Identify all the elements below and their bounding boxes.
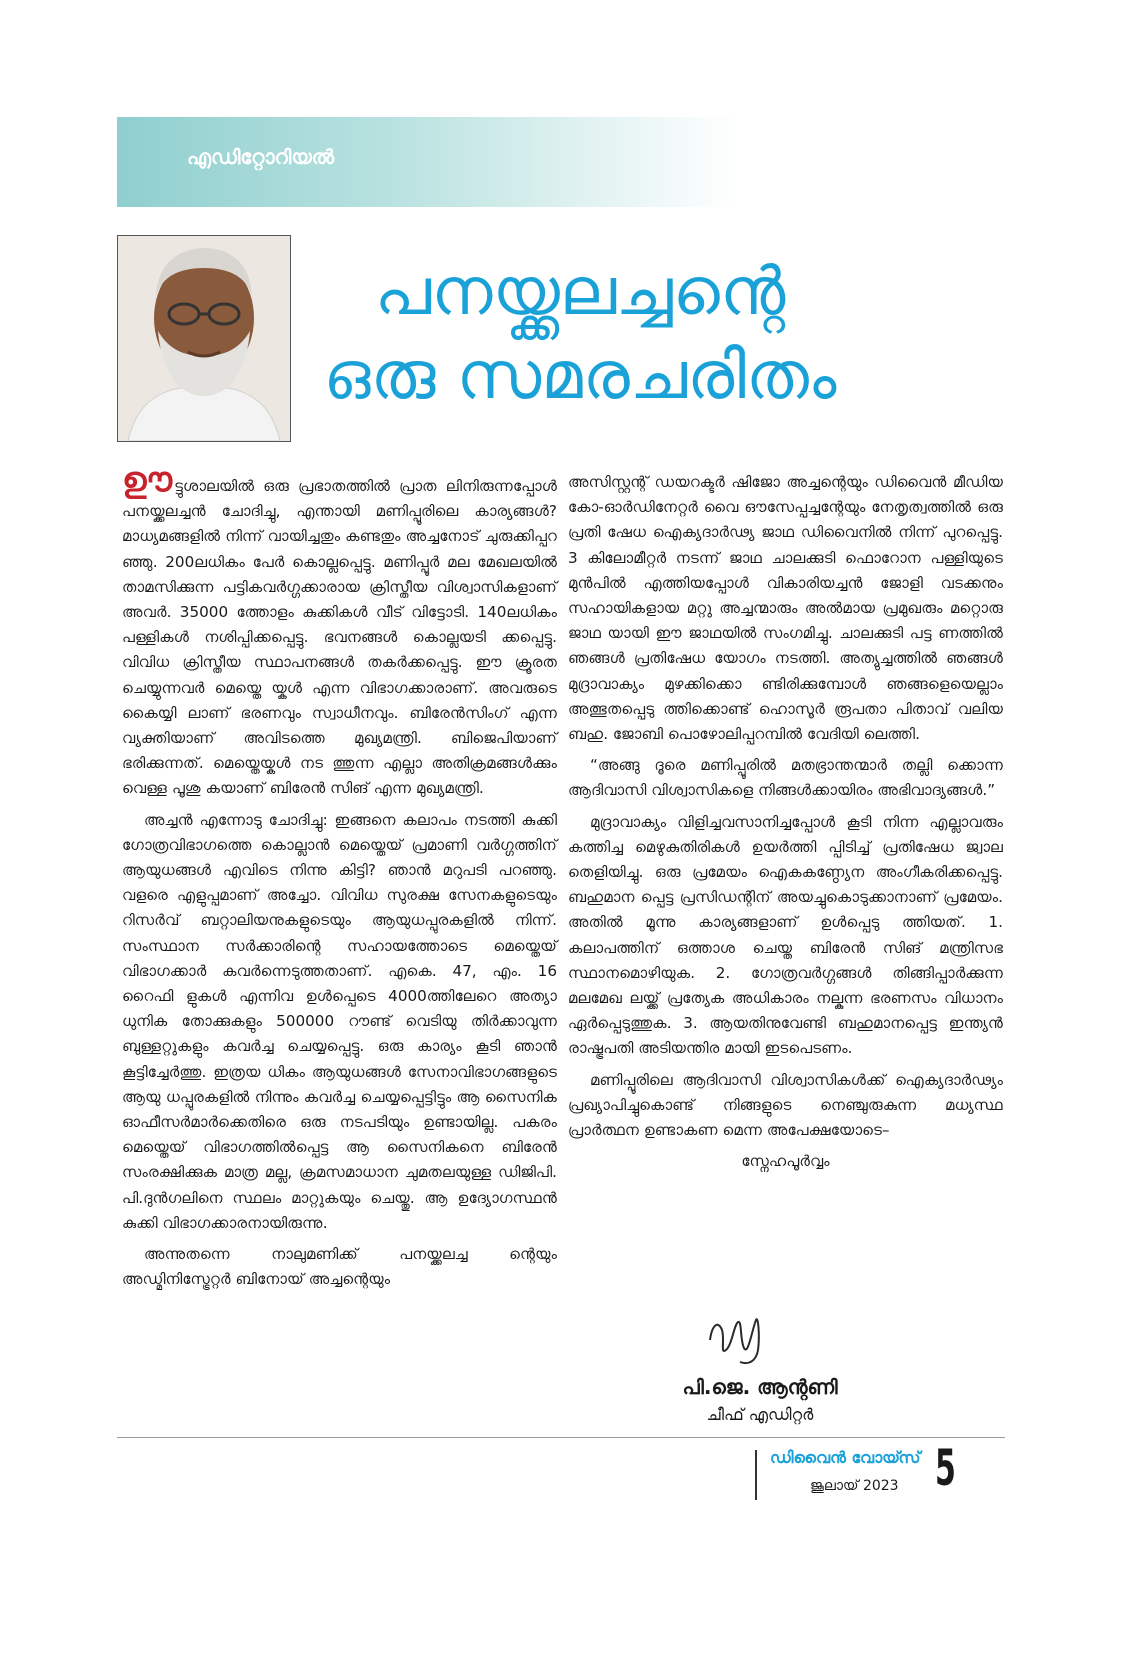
signoff: സ്നേഹപൂർവ്വം [741,1152,830,1171]
right-column [568,470,1003,1174]
editor-title: ചീഫ് എഡിറ്റർ [706,1405,814,1424]
magazine-name: ഡിവൈൻ വോയ്സ് [770,1448,921,1467]
page-number: 5 [935,1439,956,1497]
right-paragraph-1: അസിസ്റ്റന്റ് ഡയറക്ടർ ഷിജോ അച്ചന്റെയും ഡിവൈൻ മീഡിയ കോ-ഓർഡിനേറ്റർ വൈ ഔസേപ്പച്ചന്റേയും നേതൃത്വത്തിൽ ഒരു പ്രതി ഷേധ ഐക്യദാർഢ്യ ജാഥ ഡിവൈനിൽ നിന്ന് പുറപ്പെട്ടു. 3 കിലോമീറ്റർ നടന്ന് ജാഥ ചാലക്കുടി ഫൊറോന പള്ളിയുടെ മുൻപിൽ എത്തിയപ്പോൾ വികാരിയച്ചൻ ജോളി വടക്കനും സഹായികളായ മറ്റു അച്ചന്മാരും അൽമായ പ്രമുഖരും മറ്റൊരു ജാഥ യായി ഈ ജാഥയിൽ സംഗമിച്ചു. ചാലക്കുടി പട്ട ണത്തിൽ ഞങ്ങൾ പ്രതിഷേധ യോഗം നടത്തി. അത്യുച്ചത്തിൽ ഞങ്ങൾ മുദ്രാവാക്യം മുഴക്കിക്കൊ ണ്ടിരിക്കുമ്പോൾ ഞങ്ങളെയെല്ലാം അത്ഭുതപ്പെടു ത്തിക്കൊണ്ട് ഹൊസൂർ രൂപതാ പിതാവ് വലിയ ബഹു. ജോബി പൊഴോലിപ്പറമ്പിൽ വേദിയി ലെത്തി. [568,473,1003,744]
left-paragraph-2: അച്ചൻ എന്നോടു ചോദിച്ചു: ഇങ്ങനെ കലാപം നടത്തി കുക്കി ഗോത്രവിഭാഗത്തെ കൊല്ലാൻ മെയ്തെയ് പ്രമാണി വർഗ്ഗത്തിന് ആയുധങ്ങൾ എവിടെ നിന്നു കിട്ടി? ഞാൻ മറുപടി പറഞ്ഞു. വളരെ എളുപ്പമാണ് അച്ചോ. വിവിധ സുരക്ഷ സേനകളുടെയും റിസർവ് ബറ്റാലിയനുകളുടെയും ആയുധപ്പുരകളിൽ നിന്ന്. സംസ്ഥാന സർക്കാരിന്റെ സഹായത്തോടെ മെയ്തെയ് വിഭാഗക്കാർ കവർന്നെടുത്തതാണ്. എകെ. 47, എം. 16 റൈഫി ളുകൾ എന്നിവ ഉൾപ്പെടെ 4000ത്തിലേറെ അത്യാ ധുനിക തോക്കുകളും 500000 റൗണ്ട് വെടിയു തിർക്കാവുന്ന ബുള്ളറ്റുകളും കവർച്ച ചെയ്യപ്പെട്ടു. ഒരു കാര്യം കൂടി ഞാൻ കൂട്ടിച്ചേർത്തു. ഇത്രയ ധികം ആയുധങ്ങൾ സേനാവിഭാഗങ്ങളുടെ ആയു ധപ്പുരകളിൽ നിന്നും കവർച്ച ചെയ്യപ്പെട്ടിട്ടും ആ സൈനിക ഓഫീസർമാർക്കെതിരെ ഒരു നടപടിയും ഉണ്ടായില്ല. പകരം മെയ്തെയ് വിഭാഗത്തിൽപ്പെട്ട ആ സൈനികനെ ബിരേൻ സംരക്ഷിക്കുക മാത്ര മല്ല, ക്രമസമാധാന ചുമതലയുള്ള ഡിജിപി. പി.ദുൻഗലിനെ സ്ഥലം മാറ്റുകയും ചെയ്തു. ആ ഉദ്യോഗസ്ഥൻ കുക്കി വിഭാഗക്കാരനായിരുന്നു. [122,810,557,1232]
editor-name: പി.ജെ. ആന്റണി [682,1375,838,1399]
footer-divider [755,1450,757,1500]
left-paragraph-1 [122,460,557,802]
left-column [122,460,557,1299]
dropcap: ഊ [122,460,173,500]
signature-mark [700,1310,790,1370]
footer-rule [117,1437,1005,1438]
right-paragraph-3: മണിപ്പൂരിലെ ആദിവാസി വിശ്വാസികൾക്ക് ഐക്യദാർഢ്യം പ്രഖ്യാപിച്ചുകൊണ്ട് നിങ്ങളുടെ നെഞ്ചുരുകുന്ന മധ്യസ്ഥ പ്രാർത്ഥന ഉണ്ടാകണ മെന്ന അപേക്ഷയോടെ– [568,1070,1003,1140]
headline-line-1: പനയ്ക്കലച്ചന്റെ [374,253,786,330]
left-paragraph-3: അന്നുതന്നെ നാലുമണിക്ക് പനയ്ക്കലച്ച ന്റെയും അഡ്മിനിസ്ട്രേറ്റർ ബിനോയ് അച്ചന്റെയും [122,1245,557,1289]
pull-quote: “അങ്ങു ദൂരെ മണിപ്പൂരിൽ മതഭ്രാന്തന്മാർ തല്ലി ക്കൊന്ന ആദിവാസി വിശ്വാസികളെ നിങ്ങൾക്കായിരം അഭിവാദ്യങ്ങൾ.” [568,756,1003,800]
section-banner [117,117,737,207]
editor-photo [117,235,291,442]
issue-date: ജൂലായ് 2023 [810,1478,899,1494]
section-label: എഡിറ്റോറിയൽ [187,145,335,169]
left-paragraph-1-text: ട്ടുശാലയിൽ ഒരു പ്രഭാതത്തിൽ പ്രാത ലിനിരുന്നപ്പോൾ പനയ്ക്കലച്ചൻ ചോദിച്ചു, എന്തായി മണിപ്പൂരിലെ കാര്യങ്ങൾ? മാധ്യമങ്ങളിൽ നിന്ന് വായിച്ചതും കണ്ടതും അച്ചനോട് ചുരുക്കിപ്പറ ഞ്ഞു. 200ലധികം പേർ കൊല്ലപ്പെട്ടു. മണിപ്പൂർ മല മേഖലയിൽ താമസിക്കുന്ന പട്ടികവർഗ്ഗക്കാരായ ക്രിസ്തീയ വിശ്വാസികളാണ് അവർ. 35000 ത്തോളം കുക്കികൾ വീട് വിട്ടോടി. 140ലധികം പള്ളികൾ നശിപ്പിക്കപ്പെട്ടു. ഭവനങ്ങൾ കൊല്ലയടി ക്കപ്പെട്ടു. വിവിധ ക്രിസ്തീയ സ്ഥാപനങ്ങൾ തകർക്കപ്പെട്ടു. ഈ ക്രൂരത ചെയ്യുന്നവർ മെയ്തെ യ്കൾ എന്ന വിഭാഗക്കാരാണ്. അവരുടെ കൈയ്യി ലാണ് ഭരണവും സ്വാധീനവും. ബിരേൻസിംഗ് എന്ന വ്യക്തിയാണ് അവിടത്തെ മുഖ്യമന്ത്രി. ബിജെപിയാണ് ഭരിക്കുന്നത്. മെയ്തെയ്കൾ നട ത്തുന്ന എല്ലാ അതിക്രമങ്ങൾക്കും വെള്ള പൂശു കയാണ് ബിരേൻ സിങ് എന്ന മുഖ്യമന്ത്രി. [122,477,557,798]
headline-line-2: ഒരു സമരചരിതം [323,337,837,414]
right-paragraph-2: മുദ്രാവാക്യം വിളിച്ചവസാനിച്ചപ്പോൾ കൂടി നിന്ന എല്ലാവരും കത്തിച്ച മെഴുകുതിരികൾ ഉയർത്തി പ്പിടിച്ച് പ്രതിഷേധ ജ്വാല തെളിയിച്ചു. ഒരു പ്രമേയം ഐകകണ്ഠ്യേന അംഗീകരിക്കപ്പെട്ടു. ബഹുമാന പ്പെട്ട പ്രസിഡന്റിന് അയച്ചുകൊടുക്കാനാണ് പ്രമേയം. അതിൽ മൂന്നു കാര്യങ്ങളാണ് ഉൾപ്പെടു ത്തിയത്. 1. കലാപത്തിന് ഒത്താശ ചെയ്ത ബിരേൻ സിങ് മന്ത്രിസഭ സ്ഥാനമൊഴിയുക. 2. ഗോത്രവർഗ്ഗങ്ങൾ തിങ്ങിപ്പാർക്കുന്ന മലമേഖ ലയ്ക്ക് പ്രത്യേക അധികാരം നല്കുന്ന ഭരണസം വിധാനം ഏർപ്പെടുത്തുക. 3. ആയതിനുവേണ്ടി ബഹുമാനപ്പെട്ട ഇന്ത്യൻ രാഷ്ട്രപതി അടിയന്തിര മായി ഇടപെടണം. [568,812,1003,1058]
headline [320,250,840,418]
